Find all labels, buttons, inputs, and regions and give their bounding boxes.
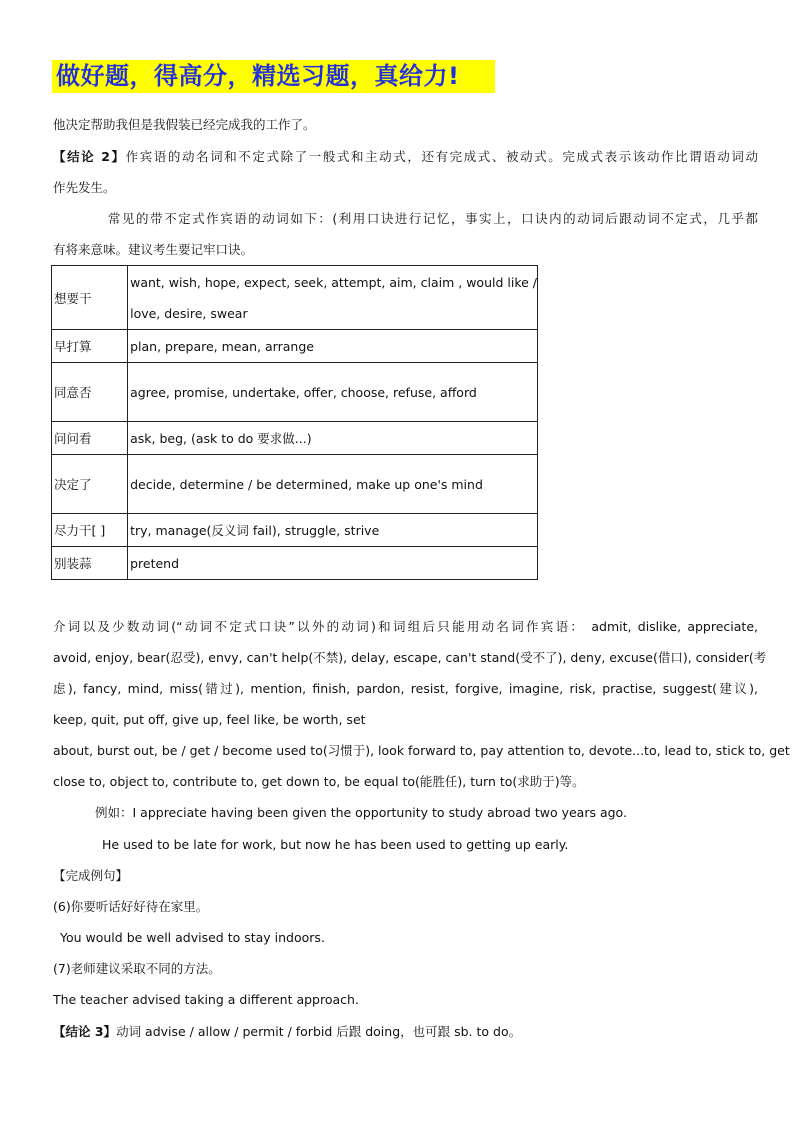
verb-table [51, 265, 538, 580]
row-label: 决定了 [52, 455, 128, 514]
row-verbs: decide, determine / be determined, make up one's mind [128, 455, 538, 514]
row-verbs-line1: want, wish, hope, expect, seek, attempt, aim, claim , would like / [130, 274, 537, 290]
conclusion2-text1: 作宾语的动名词和不定式除了一般式和主动式，还有完成式、被动式。完成式表示该动作比谓语动词动 [125, 149, 758, 164]
row-verbs: try, manage(反义词 fail), struggle, strive [128, 514, 538, 547]
table-row [52, 422, 538, 455]
conclusion2-line2: 作先发生。 [53, 180, 116, 195]
table-row [52, 330, 538, 363]
row-label: 同意否 [52, 363, 128, 422]
promo-banner [52, 60, 495, 93]
row-label: 早打算 [52, 330, 128, 363]
gerund-line6: close to, object to, contribute to, get down to, be equal to(能胜任), turn to(求助于)等。 [53, 774, 585, 789]
gerund-line1: 介词以及少数动词(“动词不定式口诀”以外的动词)和词组后只能用动名词作宾语： admit, dislike, appreciate, [53, 619, 758, 634]
row-verbs-line2: love, desire, swear [130, 305, 248, 321]
question-7: (7)老师建议采取不同的方法。 [53, 961, 221, 976]
table-row [52, 363, 538, 422]
intro-line: 他决定帮助我但是我假装已经完成我的工作了。 [53, 117, 316, 132]
conclusion3-line [53, 1024, 758, 1040]
table-row [52, 514, 538, 547]
conclusion3-tag: 【结论 3】 [53, 1024, 117, 1039]
answer-7: The teacher advised taking a different approach. [53, 992, 359, 1007]
banner-title: 做好题，得高分，精选习题，真给力! [56, 62, 460, 90]
table-row [52, 266, 538, 330]
row-label: 别装蒜 [52, 547, 128, 580]
complete-sentences-heading: 【完成例句】 [53, 868, 129, 883]
conclusion2-line1 [53, 149, 758, 165]
row-label: 问问看 [52, 422, 128, 455]
row-label: 想要干 [52, 266, 128, 330]
table-row [52, 547, 538, 580]
gerund-line5: about, burst out, be / get / become used to(习惯于), look forward to, pay attention to, devote...to, lead to, stick to, get [53, 743, 790, 758]
row-verbs [128, 266, 538, 330]
example-1: 例如：I appreciate having been given the opportunity to study abroad two years ago. [95, 805, 627, 820]
question-6: (6)你要听话好好待在家里。 [53, 899, 209, 914]
common-note-line1: 常见的带不定式作宾语的动词如下：(利用口诀进行记忆，事实上，口诀内的动词后跟动词不定式，几乎都 [108, 211, 758, 226]
gerund-line3: 虑), fancy, mind, miss(错过), mention, finish, pardon, resist, forgive, imagine, risk, practise, suggest(建议), [53, 681, 758, 696]
conclusion3-text: 动词 advise / allow / permit / forbid 后跟 doing，也可跟 sb. to do。 [116, 1024, 522, 1039]
row-label: 尽力干[ ] [52, 514, 128, 547]
row-verbs: plan, prepare, mean, arrange [128, 330, 538, 363]
row-verbs: pretend [128, 547, 538, 580]
common-note-line2: 有将来意味。建议考生要记牢口诀。 [53, 242, 254, 257]
table-row [52, 455, 538, 514]
example-2: He used to be late for work, but now he has been used to getting up early. [102, 837, 569, 852]
conclusion2-tag: 【结论 2】 [53, 149, 126, 164]
row-verbs: ask, beg, (ask to do 要求做...) [128, 422, 538, 455]
gerund-line4: keep, quit, put off, give up, feel like, be worth, set [53, 712, 366, 727]
row-verbs: agree, promise, undertake, offer, choose, refuse, afford [128, 363, 538, 422]
gerund-line2: avoid, enjoy, bear(忍受), envy, can't help(不禁), delay, escape, can't stand(受不了), deny, excuse(借口), consider(考 [53, 650, 767, 665]
answer-6: You would be well advised to stay indoors. [60, 930, 325, 945]
